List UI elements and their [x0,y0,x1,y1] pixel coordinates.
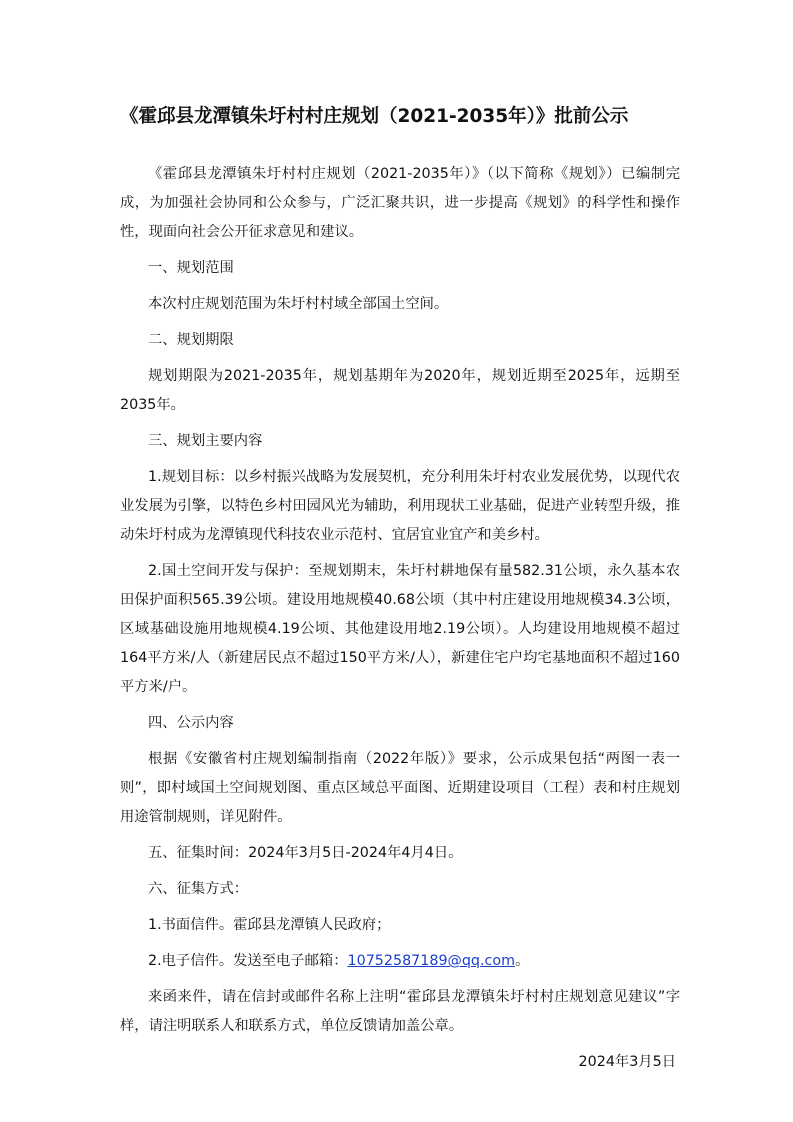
closing-paragraph: 来函来件，请在信封或邮件名称上注明“霍邱县龙潭镇朱圩村村庄规划意见建议”字样，请注明联系人和联系方式，单位反馈请加盖公章。 [120,989,680,1034]
intro-paragraph: 《霍邱县龙潭镇朱圩村村庄规划（2021-2035年）》（以下简称《规划》）已编制完成，为加强社会协同和公众参与，广泛汇聚共识，进一步提高《规划》的科学性和操作性，现面向社会公开征求意见和建议。 [120,166,680,240]
section-heading-publicity: 四、公示内容 [148,715,234,731]
method-email-prefix: 2.电子信件。发送至电子邮箱： [148,953,348,969]
email-link[interactable]: 10752587189@qq.com [347,953,516,969]
method-letter: 1.书面信件。霍邱县龙潭镇人民政府； [148,917,391,933]
method-email-suffix: 。 [515,953,530,969]
section-heading-scope: 一、规划范围 [148,260,234,276]
method-email [120,947,680,976]
planning-goal-paragraph: 1.规划目标：以乡村振兴战略为发展契机，充分利用朱圩村农业发展优势，以现代农业发展为引擎，以特色乡村田园风光为辅助，利用现状工业基础，促进产业转型升级，推动朱圩村成为龙潭镇现代科技农业示范村、宜居宜业宜产和美乡村。 [120,469,680,543]
publicity-paragraph: 根据《安徽省村庄规划编制指南（2022年版）》要求，公示成果包括“两图一表一则”，即村域国土空间规划图、重点区域总平面图、近期建设项目（工程）表和村庄规划用途管制规则，详见附件。 [120,751,680,825]
period-paragraph: 规划期限为2021-2035年，规划基期年为2020年，规划近期至2025年，远期至2035年。 [120,368,680,413]
collection-time: 五、征集时间：2024年3月5日-2024年4月4日。 [148,845,463,861]
document-date: 2024年3月5日 [578,1054,676,1070]
section-heading-period: 二、规划期限 [148,332,234,348]
section-heading-collection-method: 六、征集方式： [148,881,249,897]
land-use-paragraph: 2.国土空间开发与保护：至规划期末，朱圩村耕地保有量582.31公顷，永久基本农田保护面积565.39公顷。建设用地规模40.68公顷（其中村庄建设用地规模34.3公顷，区域基础设施用地规模4.19公顷、其他建设用地2.19公顷）。人均建设用地规模不超过164平方米/人（新建居民点不超过150平方米/人），新建住宅户均宅基地面积不超过160平方米/户。 [120,563,680,695]
document-title: 《霍邱县龙潭镇朱圩村村庄规划（2021-2035年）》批前公示 [120,106,629,127]
scope-paragraph: 本次村庄规划范围为朱圩村村域全部国土空间。 [148,296,449,312]
document-body [120,160,680,1077]
section-heading-main-content: 三、规划主要内容 [148,433,263,449]
